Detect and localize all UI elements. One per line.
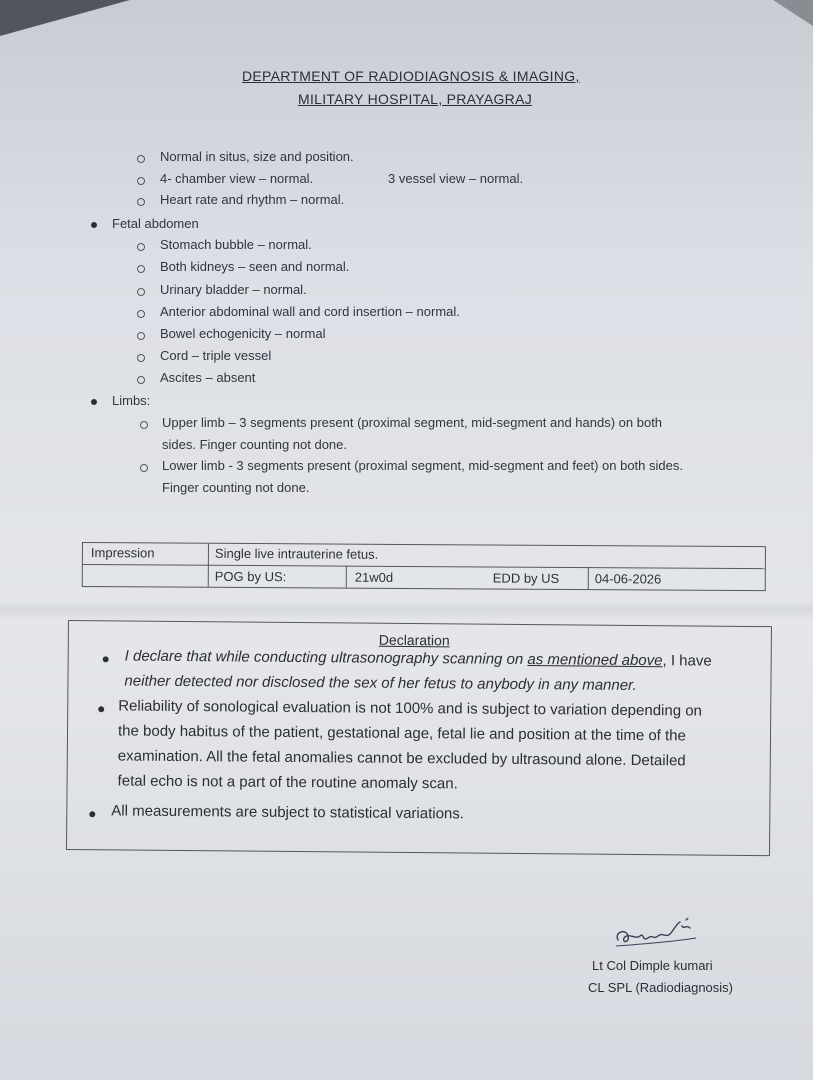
list-item: Stomach bubble – normal.	[160, 237, 312, 252]
declaration-line: examination. All the fetal anomalies cannot be excluded by ultrasound alone. Detailed	[117, 747, 686, 770]
table-row-divider	[83, 564, 765, 569]
background-edge	[0, 0, 130, 36]
impression-value: Single live intrauterine fetus.	[214, 545, 379, 562]
bullet-circle-icon	[140, 421, 148, 429]
department-heading: DEPARTMENT OF RADIODIAGNOSIS & IMAGING,	[242, 68, 580, 84]
bullet-circle-icon	[137, 332, 145, 340]
bullet-circle-icon	[137, 243, 145, 251]
bullet-circle-icon	[137, 198, 145, 206]
lower-limb-line-1: Lower limb - 3 segments present (proximal segment, mid-segment and feet) on both sides.	[162, 458, 683, 473]
declaration-text-underlined: as mentioned above	[527, 651, 663, 670]
bullet-dot-icon	[89, 811, 95, 817]
bullet-dot-icon	[98, 706, 104, 712]
declaration-paragraph-2	[117, 693, 702, 798]
list-item: Both kidneys – seen and normal.	[160, 259, 350, 274]
bullet-circle-icon	[137, 288, 145, 296]
signature-scribble	[612, 918, 702, 952]
upper-limb-line-2: sides. Finger counting not done.	[162, 437, 348, 452]
section-label-abdomen: Fetal abdomen	[112, 216, 199, 231]
vessel-view-item: 3 vessel view – normal.	[388, 171, 524, 186]
declaration-paragraph-1	[124, 643, 711, 698]
list-item: 4- chamber view – normal.	[160, 171, 314, 186]
impression-label: Impression	[90, 545, 155, 561]
edd-value: 04-06-2026	[594, 571, 662, 587]
bullet-dot-icon	[103, 656, 109, 662]
bullet-circle-icon	[140, 464, 148, 472]
impression-table	[82, 542, 766, 591]
bullet-dot-icon	[91, 399, 97, 405]
declaration-line: Reliability of sonological evaluation is not 100% and is subject to variation depending on	[118, 697, 703, 720]
list-item: Cord – triple vessel	[160, 348, 272, 363]
list-item: Normal in situs, size and position.	[160, 149, 354, 164]
bullet-circle-icon	[137, 265, 145, 273]
signatory-name: Lt Col Dimple kumari	[592, 958, 713, 973]
declaration-text: , I have	[662, 652, 712, 670]
list-item: Urinary bladder – normal.	[160, 282, 307, 297]
bullet-dot-icon	[91, 222, 97, 228]
bullet-circle-icon	[137, 177, 145, 185]
pog-label: POG by US:	[214, 568, 287, 585]
hospital-heading: MILITARY HOSPITAL, PRAYAGRAJ	[298, 91, 533, 107]
pog-value: 21w0d	[354, 569, 394, 585]
list-item: Anterior abdominal wall and cord insertion – normal.	[160, 304, 460, 319]
table-column-divider	[208, 544, 209, 587]
table-column-divider	[588, 567, 589, 589]
list-item: Ascites – absent	[160, 370, 256, 385]
edd-label: EDD by US	[492, 570, 560, 586]
declaration-line: neither detected nor disclosed the sex of her fetus to anybody in any manner.	[124, 672, 637, 694]
declaration-line: the body habitus of the patient, gestational age, fetal lie and position at the time of the	[117, 722, 686, 745]
declaration-title: Declaration	[378, 631, 450, 649]
table-column-divider	[346, 566, 347, 588]
bullet-circle-icon	[137, 310, 145, 318]
list-item: Heart rate and rhythm – normal.	[160, 192, 345, 207]
signatory-title: CL SPL (Radiodiagnosis)	[588, 980, 733, 995]
bullet-circle-icon	[137, 155, 145, 163]
declaration-line: fetal echo is not a part of the routine anomaly scan.	[117, 772, 458, 793]
declaration-text: I declare that while conducting ultrasonography scanning on	[124, 647, 528, 669]
lower-limb-line-2: Finger counting not done.	[162, 480, 310, 495]
upper-limb-line-1: Upper limb – 3 segments present (proximal segment, mid-segment and hands) on both	[162, 415, 663, 430]
section-label-limbs: Limbs:	[112, 393, 151, 408]
declaration-line: All measurements are subject to statistical variations.	[111, 802, 465, 823]
bullet-circle-icon	[137, 354, 145, 362]
background-edge	[773, 0, 813, 26]
declaration-box	[66, 620, 772, 856]
declaration-paragraph-3	[111, 798, 464, 826]
bullet-circle-icon	[137, 376, 145, 384]
paper-fold	[0, 600, 813, 620]
list-item: Bowel echogenicity – normal	[160, 326, 326, 341]
